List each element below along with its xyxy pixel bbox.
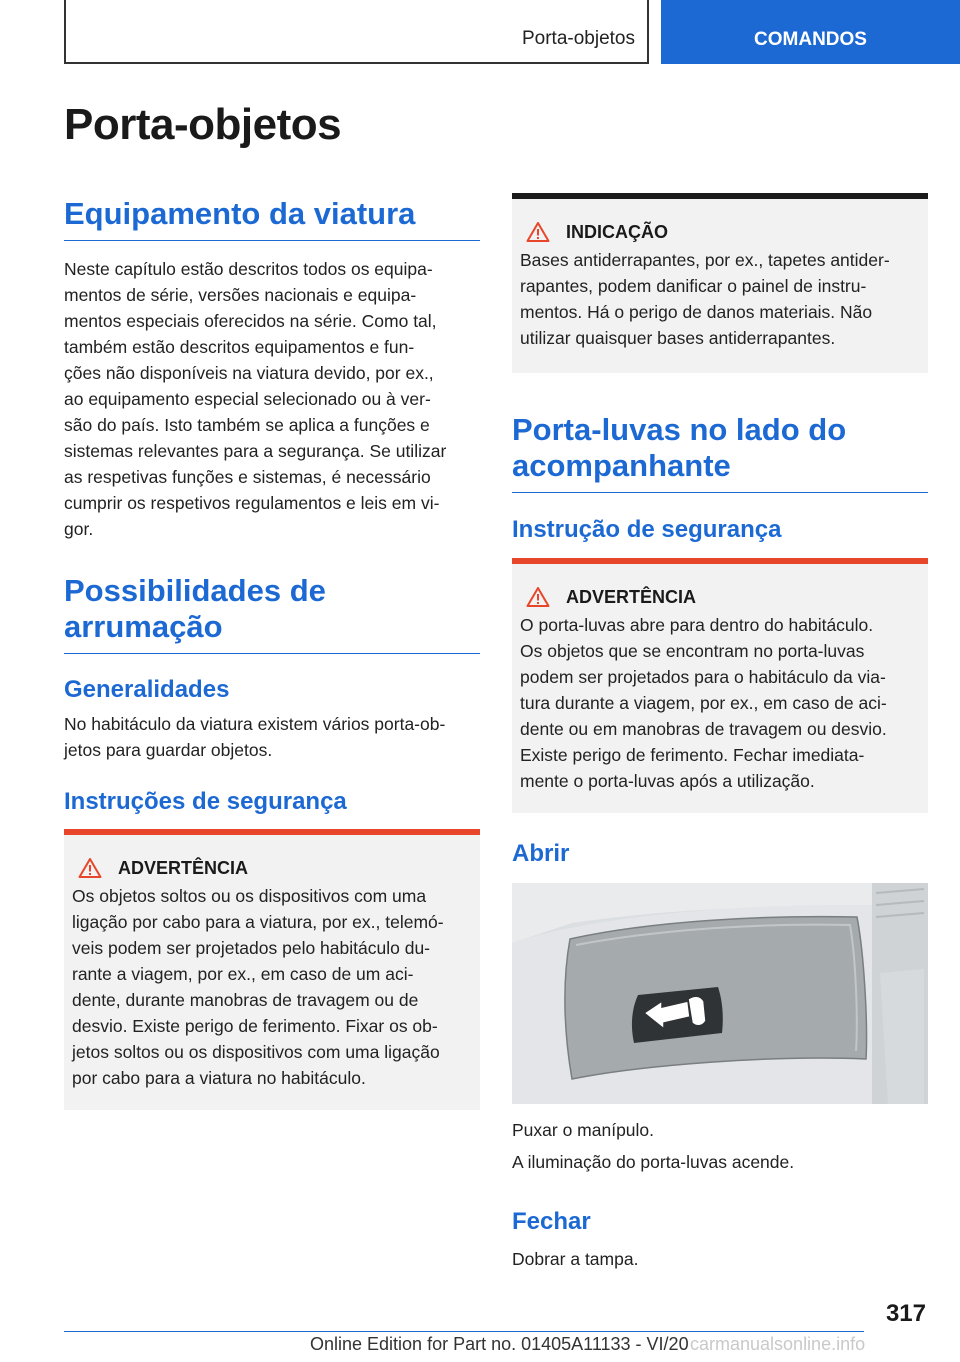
notice-triangle-icon (526, 221, 550, 243)
text-line: são do país. Isto também se aplica a funções e (64, 415, 430, 435)
warning-box-porta-luvas (512, 558, 928, 813)
text-iluminacao: A iluminação do porta-luvas acende. (512, 1152, 795, 1172)
warning-text (72, 883, 472, 1091)
text-line: Existe perigo de ferimento. Fechar imediata- (520, 745, 865, 765)
page-number: 317 (885, 1300, 926, 1327)
chapter-tab: COMANDOS (661, 0, 960, 64)
text-line: mentos de série, versões nacionais e equipa- (64, 285, 417, 305)
warning-label: ADVERTÊNCIA (118, 857, 249, 878)
note-text (520, 247, 920, 351)
text-line: mentos especiais oferecidos na série. Como tal, (64, 311, 437, 331)
text-line: cumprir os respetivos regulamentos e leis em vi- (64, 493, 440, 513)
paragraph-equipamento (64, 256, 480, 542)
warning-header (526, 586, 920, 608)
warning-header (78, 857, 472, 879)
text-line: podem ser projetados para o habitáculo da via- (520, 667, 886, 687)
note-box (512, 193, 928, 373)
footer-rule (64, 1331, 864, 1332)
text-line: rante a viagem, por ex., em caso de um aci- (72, 964, 414, 984)
text-line: ções não disponíveis na viatura devido, por ex., (64, 363, 434, 383)
text-line: veis podem ser projetados pelo habitáculo du- (72, 938, 430, 958)
text-line: gor. (64, 519, 94, 539)
heading-fechar: Fechar (512, 1208, 591, 1235)
text-line: Bases antiderrapantes, por ex., tapetes antider- (520, 250, 890, 270)
text-line: mente o porta-luvas após a utilização. (520, 771, 815, 791)
paragraph-generalidades (64, 711, 480, 763)
text-line: jetos para guardar objetos. (64, 740, 273, 760)
text-line: Os objetos que se encontram no porta-luvas (520, 641, 865, 661)
text-line: dente ou em manobras de travagem ou desvio. (520, 719, 887, 739)
text-line: No habitáculo da viatura existem vários porta-ob- (64, 714, 446, 734)
heading-abrir: Abrir (512, 840, 570, 867)
text-line: também estão descritos equipamentos e fun- (64, 337, 415, 357)
heading-porta-luvas (512, 412, 928, 493)
heading-possibilidades (64, 573, 480, 654)
heading-porta-luvas-line1: Porta-luvas no lado do (512, 412, 847, 447)
text-line: por cabo para a viatura no habitáculo. (72, 1068, 366, 1088)
heading-instrucoes: Instruções de segurança (64, 788, 347, 815)
warning-triangle-icon (78, 857, 102, 879)
watermark: carmanualsonline.info (690, 1334, 866, 1354)
text-line: Os objetos soltos ou os dispositivos com uma (72, 886, 427, 906)
text-line: dente, durante manobras de travagem ou de (72, 990, 419, 1010)
heading-possibilidades-line2: arrumação (64, 609, 223, 644)
running-header-section: Porta-objetos (521, 28, 635, 49)
text-line: O porta-luvas abre para dentro do habitáculo. (520, 615, 874, 635)
text-dobrar: Dobrar a tampa. (512, 1249, 639, 1269)
warning-label: ADVERTÊNCIA (566, 586, 697, 607)
warning-text (520, 612, 920, 794)
text-line: ao equipamento especial selecionado ou à ver- (64, 389, 431, 409)
running-header (64, 0, 649, 64)
text-line: as respetivas funções e sistemas, é necessário (64, 467, 431, 487)
text-line: mentos. Há o perigo de danos materiais. Não (520, 302, 873, 322)
text-puxar: Puxar o manípulo. (512, 1120, 655, 1140)
text-line: Neste capítulo estão descritos todos os equipa- (64, 259, 433, 279)
text-line: ligação por cabo para a viatura, por ex., telemó- (72, 912, 444, 932)
text-line: jetos soltos ou os dispositivos com uma ligação (72, 1042, 440, 1062)
heading-equipamento: Equipamento da viatura (64, 196, 480, 241)
text-line: sistemas relevantes para a segurança. Se utilizar (64, 441, 447, 461)
glovebox-illustration (512, 883, 928, 1104)
text-line: utilizar quaisquer bases antiderrapantes. (520, 328, 836, 348)
warning-triangle-icon (526, 586, 550, 608)
text-line: tura durante a viagem, por ex., em caso de aci- (520, 693, 887, 713)
warning-box-objetos (64, 829, 480, 1110)
heading-porta-luvas-line2: acompanhante (512, 448, 731, 483)
note-label: INDICAÇÃO (566, 221, 668, 242)
heading-generalidades: Generalidades (64, 676, 230, 703)
text-line: desvio. Existe perigo de ferimento. Fixar os ob- (72, 1016, 438, 1036)
heading-instrucao: Instrução de segurança (512, 516, 782, 543)
note-header (526, 221, 920, 243)
heading-possibilidades-line1: Possibilidades de (64, 573, 326, 608)
page-title: Porta-objetos (64, 100, 342, 149)
text-line: rapantes, podem danificar o painel de instru- (520, 276, 867, 296)
edition-text: Online Edition for Part no. 01405A11133 - VI/20 (310, 1334, 689, 1354)
